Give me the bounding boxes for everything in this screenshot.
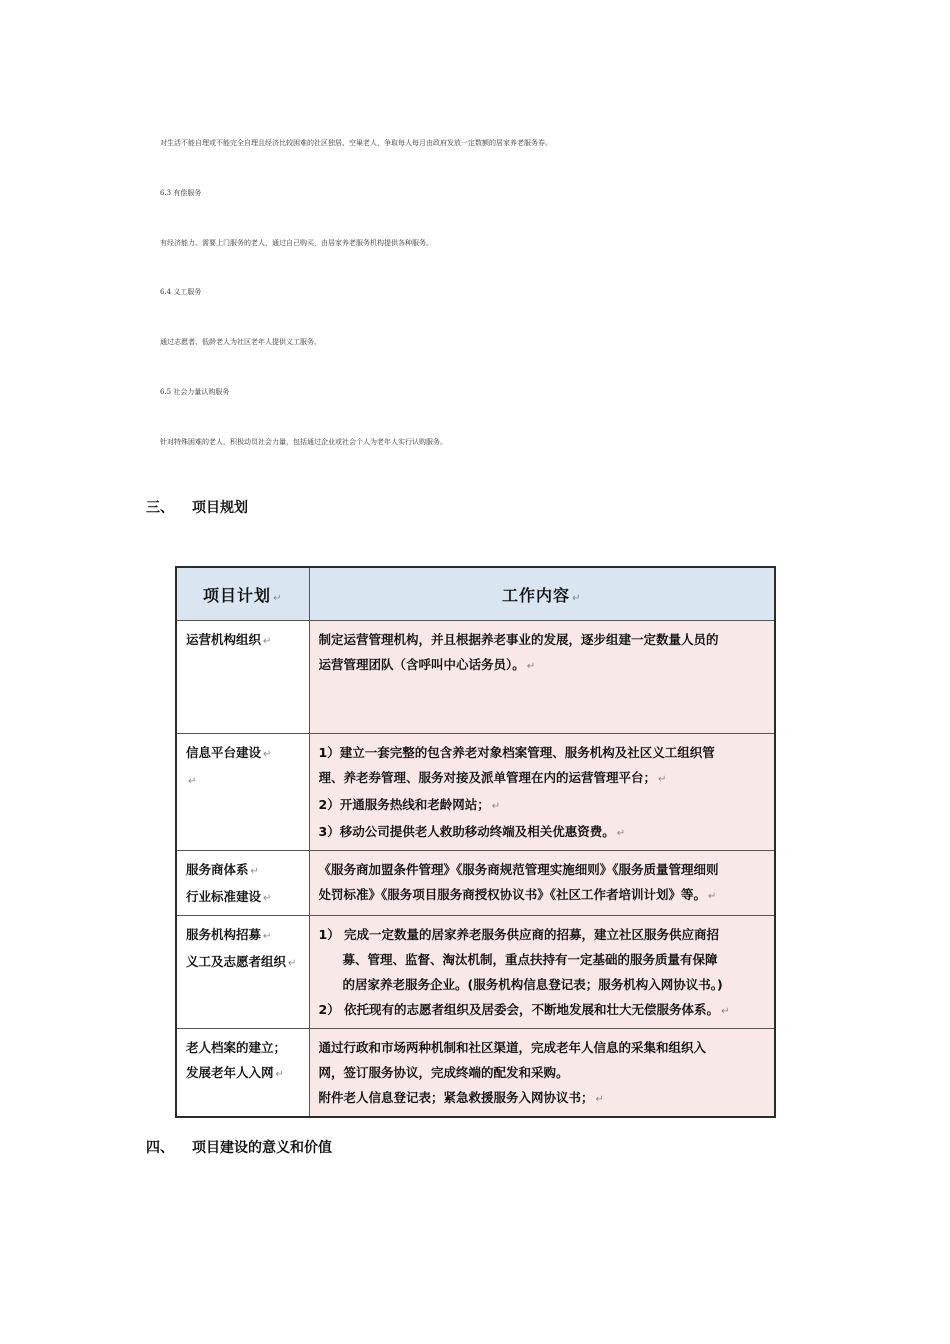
paragraph-subsidy: 对生活不能自理或不能完全自理且经济比较困难的社区独居、空巢老人，争取每人每月由政府发放一定数额的居家养老服务券。 [160, 139, 552, 147]
section-4-heading [146, 1139, 332, 1157]
plan-line: 义工及志愿者组织 ↵ [186, 954, 297, 969]
section-4-number: 四、 [146, 1140, 174, 1156]
plan-line: 老人档案的建立； [186, 1040, 287, 1055]
section-3-number: 三、 [146, 500, 174, 516]
plan-line: 服务商体系 ↵ [186, 862, 259, 877]
plan-cell [176, 851, 309, 916]
content-line: 1） 完成一定数量的居家养老服务供应商的招募，建立社区服务供应商招 [318, 927, 720, 942]
section-4-title: 项目建设的意义和价值 [192, 1140, 332, 1156]
plan-line: 运营机构组织 ↵ [186, 632, 272, 647]
section-3-heading [146, 499, 248, 517]
header-content: 工作内容 ↵ [309, 567, 775, 621]
content-line: 处罚标准》《服务项目服务商授权协议书》《社区工作者培训计划》等。 ↵ [318, 887, 717, 902]
paragraph-social-purchase: 针对特殊困难的老人，积极动员社会力量，包括通过企业或社会个人为老年人实行认购服务。 [160, 438, 447, 446]
plan-line: 发展老年人入网 ↵ [186, 1065, 284, 1080]
content-line: 《服务商加盟条件管理》《服务商规范管理实施细则》《服务质量管理细则 [318, 862, 719, 877]
plan-line: ↵ [188, 776, 197, 787]
content-line: 2）开通服务热线和老龄网站； ↵ [318, 797, 501, 812]
table-header-row [176, 567, 775, 621]
content-line: 附件老人信息登记表；紧急救援服务入网协议书； ↵ [318, 1090, 604, 1105]
plan-cell [176, 1029, 309, 1118]
content-cell [309, 1029, 775, 1118]
table-row [176, 734, 775, 851]
content-line: 1）建立一套完整的包含养老对象档案管理、服务机构及社区义工组织管 [318, 745, 715, 760]
header-plan: 项目计划 ↵ [176, 567, 309, 621]
content-line: 网，签订服务协议，完成终端的配发和采购。 [318, 1065, 569, 1080]
content-line: 通过行政和市场两种机制和社区渠道，完成老年人信息的采集和组织入 [318, 1040, 707, 1055]
content-line: 募、管理、监督、淘汰机制，重点扶持有一定基础的服务质量有保障 [342, 952, 718, 967]
content-line: 2） 依托现有的志愿者组织及居委会，不断地发展和壮大无偿服务体系。 ↵ [318, 1002, 730, 1017]
plan-line: 信息平台建设 ↵ [186, 745, 272, 760]
heading-6-5: 6.5 社会力量认购服务 [160, 388, 230, 396]
table-row [176, 916, 775, 1029]
content-line: 制定运营管理机构，并且根据养老事业的发展，逐步组建一定数量人员的 [318, 632, 719, 647]
paragraph-paid-service: 有经济能力、需要上门服务的老人，通过自己购买，由居家养老服务机构提供各种服务。 [160, 239, 433, 247]
table-row [176, 851, 775, 916]
section-3-title: 项目规划 [192, 500, 248, 516]
content-cell [309, 621, 775, 734]
plan-cell [176, 621, 309, 734]
plan-line: 服务机构招募 ↵ [186, 927, 272, 942]
heading-6-4: 6.4 义工服务 [160, 288, 202, 296]
content-cell [309, 734, 775, 851]
content-line: 的居家养老服务企业。(服务机构信息登记表；服务机构入网协议书。) [342, 977, 723, 992]
plan-line: 行业标准建设 ↵ [186, 889, 272, 904]
content-cell [309, 851, 775, 916]
content-line: 3）移动公司提供老人救助移动终端及相关优惠资费。 ↵ [318, 824, 626, 839]
heading-6-3: 6.3 有偿服务 [160, 189, 202, 197]
plan-cell [176, 734, 309, 851]
paragraph-volunteer: 通过志愿者、低龄老人为社区老年人提供义工服务。 [160, 338, 321, 346]
content-cell [309, 916, 775, 1029]
plan-cell [176, 916, 309, 1029]
table-row [176, 621, 775, 734]
content-line: 运营管理团队（含呼叫中心话务员）。 ↵ [318, 657, 536, 672]
project-plan-table [175, 566, 776, 1118]
table-row [176, 1029, 775, 1118]
content-line: 理、养老券管理、服务对接及派单管理在内的运营管理平台； ↵ [318, 770, 667, 785]
